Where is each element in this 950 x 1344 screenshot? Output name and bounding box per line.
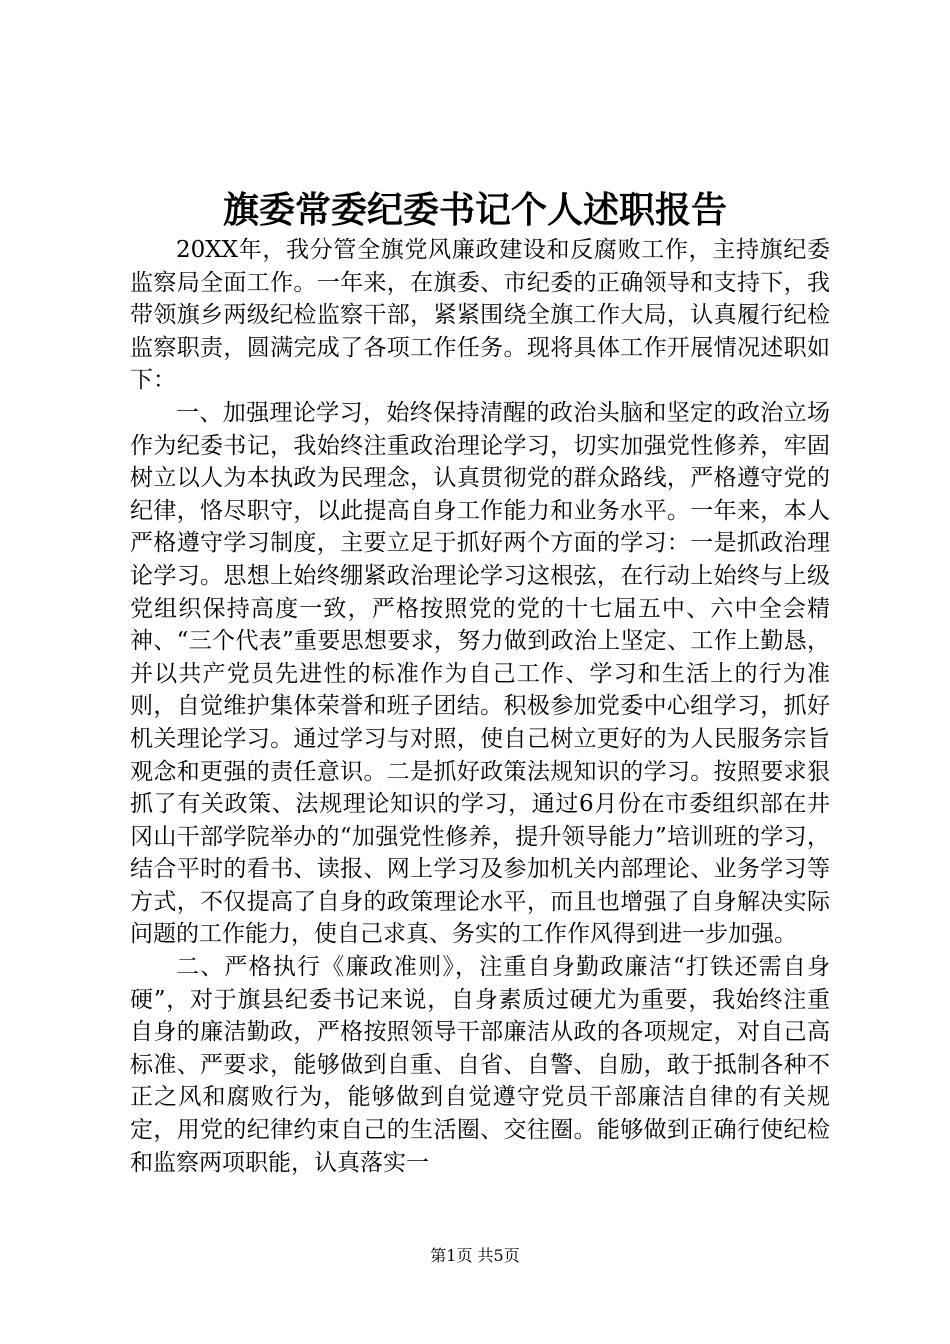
paragraph-section-2: 二、严格执行《廉政准则》，注重自身勤政廉洁“打铁还需自身硬”，对于旗县纪委书记来说，自身素质过硬尤为重要，我始终注重自身的廉洁勤政，严格按照领导干部廉洁从政的各项规定，对自己高标准、严要求，能够做到自重、自省、自警、自励，敢于抵制各种不正之风和腐败行为，能够做到自觉遵守党员干部廉洁自律的有关规定，用党的纪律约束自己的生活圈、交往圈。能够做到正确行使纪检和监察两项职能，认真落实一 [130, 954, 830, 1176]
page-footer: 第1页 共5页 [430, 1246, 520, 1265]
paragraph-section-1: 一、加强理论学习，始终保持清醒的政治头脑和坚定的政治立场作为纪委书记，我始终注重政治理论学习，切实加强党性修养，牢固树立以人为本执政为民理念，认真贯彻党的群众路线，严格遵守党的纪律，恪尽职守，以此提高自身工作能力和业务水平。一年来，本人严格遵守学习制度，主要立足于抓好两个方面的学习：一是抓政治理论学习。思想上始终绷紧政治理论学习这根弦，在行动上始终与上级党组织保持高度一致，严格按照党的党的十七届五中、六中全会精神、“三个代表”重要思想要求，努力做到政治上坚定、工作上勤恳，并以共产党员先进性的标准作为自己工作、学习和生活上的行为准则，自觉维护集体荣誉和班子团结。积极参加党委中心组学习，抓好机关理论学习。通过学习与对照，使自己树立更好的为人民服务宗旨观念和更强的责任意识。二是抓好政策法规知识的学习。按照要求狠抓了有关政策、法规理论知识的学习，通过6月份在市委组织部在井冈山干部学院举办的“加强党性修养，提升领导能力”培训班的学习，结合平时的看书、读报、网上学习及参加机关内部理论、业务学习等方式，不仅提高了自身的政策理论水平，而且也增强了自身解决实际问题的工作能力，使自己求真、务实的工作作风得到进一步加强。 [130, 399, 830, 948]
document-body [130, 234, 830, 1179]
document-title: 旗委常委纪委书记个人述职报告 [222, 189, 727, 231]
paragraph-intro: 20XX年，我分管全旗党风廉政建设和反腐败工作，主持旗纪委监察局全面工作。一年来，在旗委、市纪委的正确领导和支持下，我带领旗乡两级纪检监察干部，紧紧围绕全旗工作大局，认真履行纪检监察职责，圆满完成了各项工作任务。现将具体工作开展情况述职如下： [130, 237, 830, 394]
